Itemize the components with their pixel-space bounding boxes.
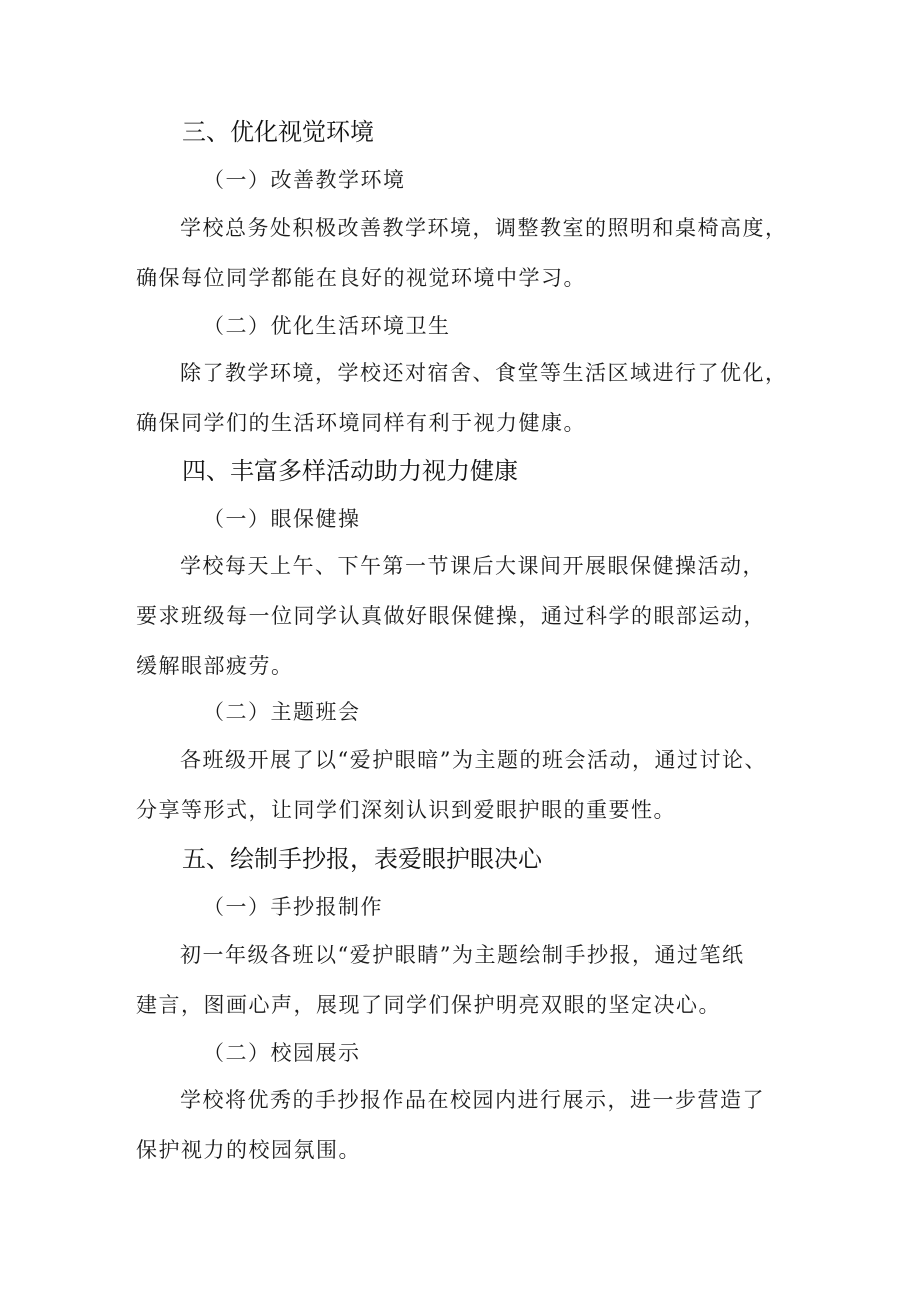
paragraph-line: 确保每位同学都能在良好的视觉环境中学习。	[136, 266, 586, 290]
subsection-title-5-2: （二）校园展示	[203, 1041, 361, 1065]
paragraph-line: 要求班级每一位同学认真做好眼保健操，通过科学的眼部运动，	[136, 604, 766, 628]
paragraph-line: 建言，图画心声，展现了同学们保护明亮双眼的坚定决心。	[136, 993, 721, 1017]
paragraph-line: 缓解眼部疲劳。	[136, 654, 294, 678]
paragraph-line: 确保同学们的生活环境同样有利于视力健康。	[136, 411, 586, 435]
paragraph-3-2	[136, 348, 796, 448]
paragraph-line: 初一年级各班以“爱护眼睛”为主题绘制手抄报，通过笔纸	[180, 943, 745, 967]
paragraph-line: 学校将优秀的手抄报作品在校园内进行展示，进一步营造了	[180, 1088, 765, 1112]
paragraph-5-2	[136, 1075, 796, 1175]
paragraph-4-2	[136, 735, 796, 835]
paragraph-line: 学校每天上午、下午第一节课后大课间开展眼保健操活动，	[180, 554, 765, 578]
paragraph-4-1	[136, 541, 796, 691]
paragraph-line: 分享等形式，让同学们深刻认识到爱眼护眼的重要性。	[136, 798, 676, 822]
subsection-title-5-1: （一）手抄报制作	[203, 895, 383, 919]
paragraph-3-1	[136, 203, 796, 303]
subsection-title-4-1: （一）眼保健操	[203, 507, 361, 531]
subsection-title-4-2: （二）主题班会	[203, 700, 361, 724]
subsection-title-3-1: （一）改善教学环境	[203, 168, 406, 192]
subsection-title-3-2: （二）优化生活环境卫生	[203, 314, 451, 338]
paragraph-5-1	[136, 930, 796, 1030]
paragraph-line: 学校总务处积极改善教学环境，调整教室的照明和桌椅高度，	[180, 216, 788, 240]
section-heading-3: 三、优化视觉环境	[182, 118, 374, 146]
section-heading-4: 四、丰富多样活动助力视力健康	[182, 457, 518, 485]
section-heading-5: 五、绘制手抄报，表爱眼护眼决心	[182, 845, 542, 873]
paragraph-line: 各班级开展了以“爱护眼暗”为主题的班会活动，通过讨论、	[180, 748, 767, 772]
paragraph-line: 除了教学环境，学校还对宿舍、食堂等生活区域进行了优化，	[180, 361, 788, 385]
paragraph-line: 保护视力的校园氛围。	[136, 1138, 361, 1162]
